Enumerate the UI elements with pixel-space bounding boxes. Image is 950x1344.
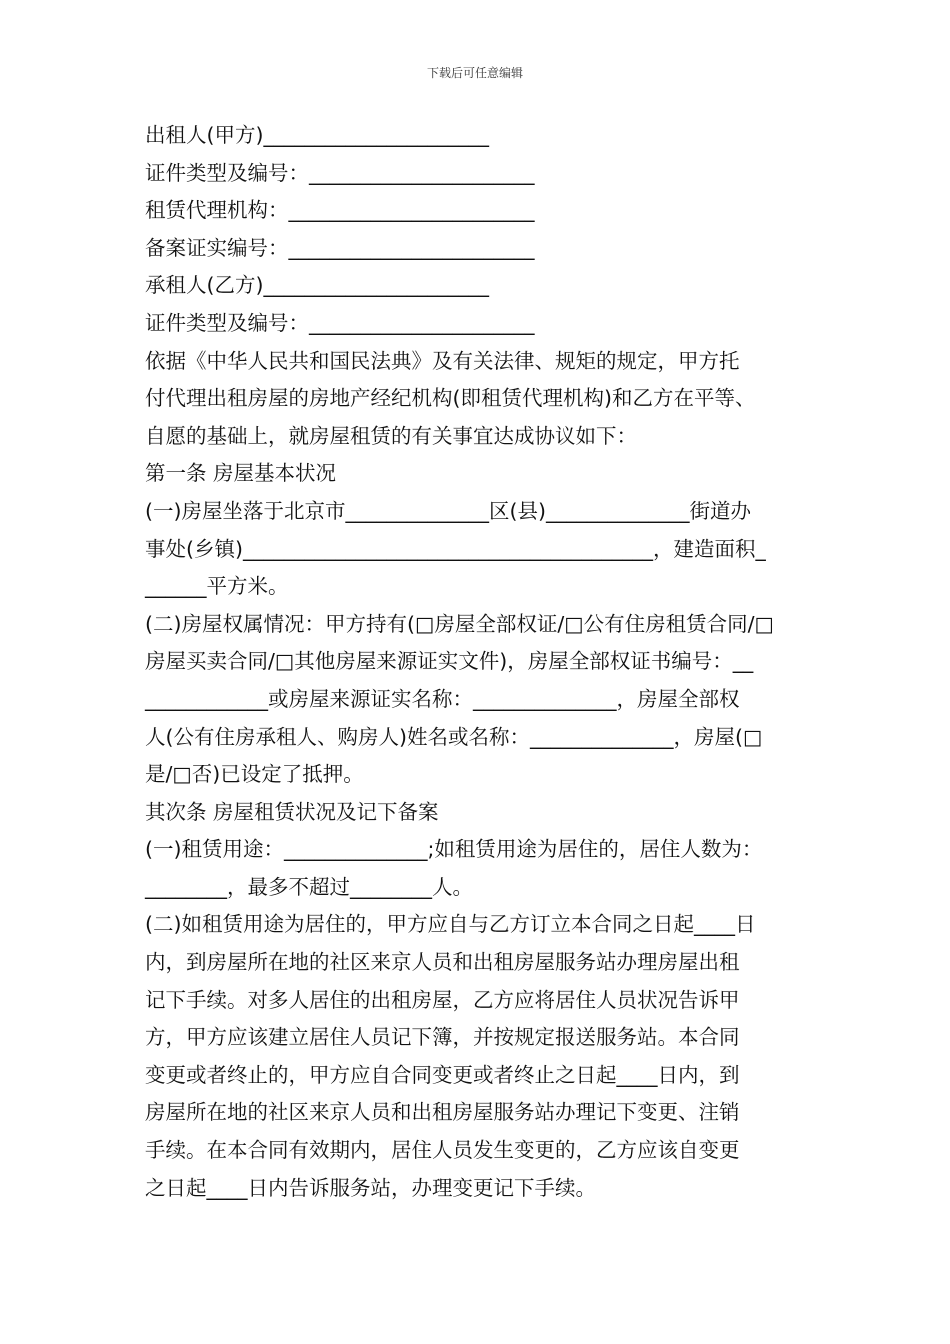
text-line: ______平方米。	[145, 574, 289, 599]
text-line: ____________或房屋来源证实名称：______________，房屋全部权	[145, 686, 740, 711]
text-line: 依据《中华人民共和国民法典》及有关法律、规矩的规定，甲方托	[145, 348, 740, 373]
section-heading: 其次条 房屋租赁状况及记下备案	[145, 799, 439, 824]
text-line: (一)租赁用途：______________;如租赁用途为居住的，居住人数为：	[145, 837, 763, 862]
text-line: (一)房屋坐落于北京市______________区(县)______________街道办	[145, 498, 751, 523]
text-line: 记下手续。对多人居住的出租房屋，乙方应将居住人员状况告诉甲	[145, 987, 740, 1012]
text-line: 方，甲方应该建立居住人员记下簿，并按规定报送服务站。本合同	[145, 1025, 740, 1050]
text-line: 承租人(乙方)______________________	[145, 273, 489, 298]
text-line: 事处(乡镇)________________________________________，建造面积_	[145, 536, 766, 561]
text-line: ________，最多不超过________人。	[145, 874, 473, 899]
text-line: (二)如租赁用途为居住的，甲方应自与乙方订立本合同之日起____日	[145, 912, 756, 937]
contract-body	[145, 117, 810, 1207]
text-line: 出租人(甲方)______________________	[145, 123, 489, 147]
text-line: 证件类型及编号：______________________	[145, 160, 535, 185]
text-line: 之日起____日内告诉服务站，办理变更记下手续。	[145, 1175, 596, 1200]
text-line: 备案证实编号：________________________	[145, 235, 535, 260]
text-line: 租赁代理机构：________________________	[145, 198, 535, 223]
text-line: (二)房屋权属情况：甲方持有(□房屋全部权证/□公有住房租赁合同/□	[145, 611, 774, 636]
text-line: 付代理出租房屋的房地产经纪机构(即租赁代理机构)和乙方在平等、	[145, 386, 756, 411]
text-line: 内，到房屋所在地的社区来京人员和出租房屋服务站办理房屋出租	[145, 950, 740, 975]
text-line: 证件类型及编号：______________________	[145, 310, 535, 335]
text-line: 自愿的基础上，就房屋租赁的有关事宜达成协议如下：	[145, 423, 637, 448]
section-heading: 第一条 房屋基本状况	[145, 461, 337, 486]
header-note: 下载后可任意编辑	[426, 66, 523, 80]
text-line: 人(公有住房承租人、购房人)姓名或名称：______________，房屋(□	[145, 724, 763, 749]
text-line: 变更或者终止的，甲方应自合同变更或者终止之日起____日内，到	[145, 1062, 740, 1087]
text-line: 房屋所在地的社区来京人员和出租房屋服务站办理记下变更、注销	[145, 1100, 740, 1125]
text-line: 手续。在本合同有效期内，居住人员发生变更的，乙方应该自变更	[145, 1138, 740, 1163]
text-line: 房屋买卖合同/□其他房屋来源证实文件)，房屋全部权证书编号：__	[145, 649, 754, 674]
text-line: 是/□否)已设定了抵押。	[145, 762, 364, 787]
